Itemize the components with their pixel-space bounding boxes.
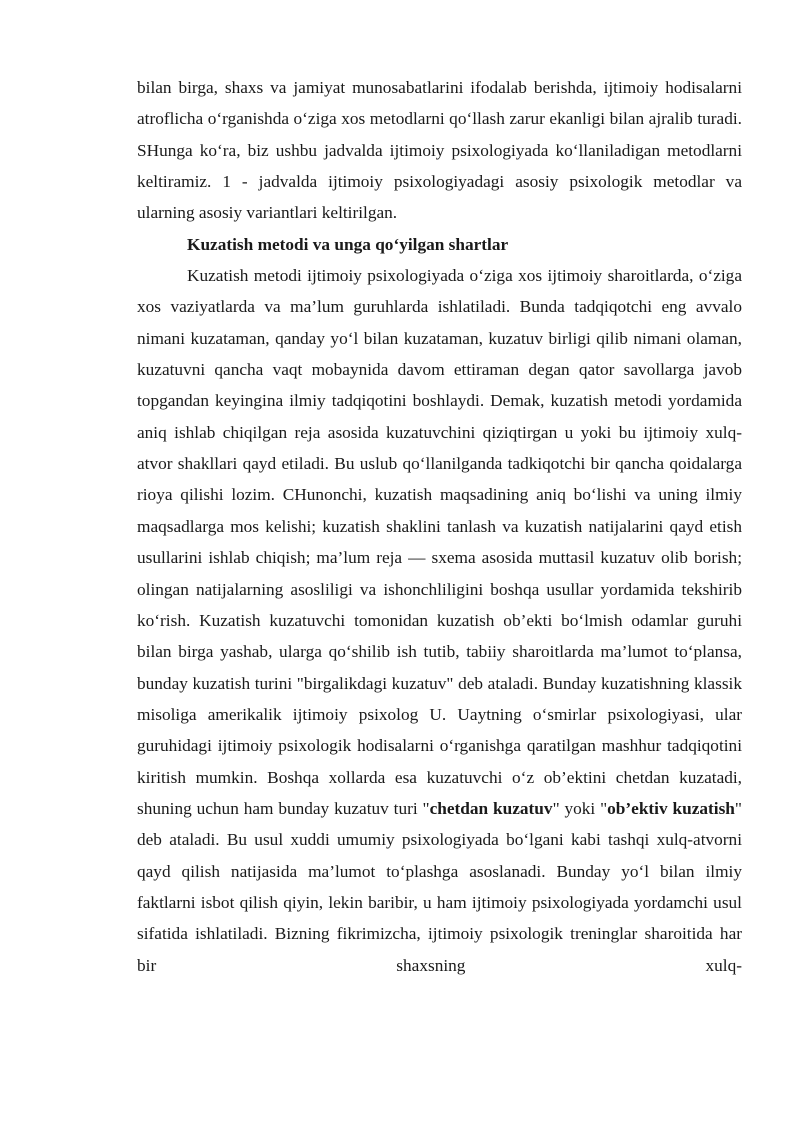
body-text-connector: " yoki " [552,798,608,818]
body-text-part-2: " deb ataladi. Bu usul xuddi umumiy psixologiyada bo‘lgani kabi tashqi xulq-atvorni qayd qilish natijasida ma’lumot to‘plashga asoslanadi. Bunday yo‘l bilan ilmiy faktlarni isbot qilish qiyin, lekin baribir, u ham ijtimoiy psixologiyada yordamchi usul sifatida ishlatiladi. Bizning fikrimizcha, ijtimoiy psixologik treninglar sharoitida har bir shaxsning xulq- [137,798,742,975]
intro-paragraph: bilan birga, shaxs va jamiyat munosabatlarini ifodalab berishda, ijtimoiy hodisalarni atroflicha o‘rganishda o‘ziga xos metodlarni qo‘llash zarur ekanligi bilan ajralib turadi. SHunga ko‘ra, biz ushbu jadvalda ijtimoiy psixologiyada ko‘llaniladigan metodlarni keltiramiz. 1 - jadvalda ijtimoiy psixologiyadagi asosiy psixologik metodlar va ularning asosiy variantlari keltirilgan. [137,78,742,223]
section-heading: Kuzatish metodi va unga qo‘yilgan shartlar [187,234,509,254]
document-body [137,72,742,981]
body-paragraph [137,260,742,981]
bold-term-obektiv-kuzatish: ob’ektiv kuzatish [607,798,735,818]
bold-term-chetdan-kuzatuv: chetdan kuzatuv [429,798,553,818]
body-text-part-1: Kuzatish metodi ijtimoiy psixologiyada o‘ziga xos ijtimoiy sharoitlarda, o‘ziga xos vaziyatlarda va ma’lum guruhlarda ishlatiladi. Bunda tadqiqotchi eng avvalo nimani kuzataman, qanday yo‘l bilan kuzataman, kuzatuv birligi qilib nimani olaman, kuzatuvni qancha vaqt mobaynida davom ettiraman degan qator savollarga javob topgandan keyingina ilmiy tadqiqotini boshlaydi. Demak, kuzatish metodi yordamida aniq ishlab chiqilgan reja asosida kuzatuvchini qiziqtirgan u yoki bu ijtimoiy xulq-atvor shakllari qayd etiladi. Bu uslub qo‘llanilganda tadkiqotchi bir qancha qoidalarga rioya qilishi lozim. CHunonchi, kuzatish maqsadining aniq bo‘lishi va uning ilmiy maqsadlarga mos kelishi; kuzatish shaklini tanlash va kuzatish natijalarini qayd etish usullarini ishlab chiqish; ma’lum reja — sxema asosida muttasil kuzatuv olib borish; olingan natijalarning asosliligi va ishonchliligini boshqa usullar yordamida tekshirib ko‘rish. Kuzatish kuzatuvchi tomonidan kuzatish ob’ekti bo‘lmish odamlar guruhi bilan birga yashab, ularga qo‘shilib ish tutib, tabiiy sharoitlarda ma’lumot to‘plansa, bunday kuzatish turini "birgalikdagi kuzatuv" deb ataladi. Bunday kuzatishning klassik misoliga amerikalik ijtimoiy psixolog U. Uaytning o‘smirlar psixologiyasi, ular guruhidagi ijtimoiy psixologik hodisalarni o‘rganishga qaratilgan mashhur tadqiqotini kiritish mumkin. Boshqa xollarda esa kuzatuvchi o‘z ob’ektini chetdan kuzatadi, shuning uchun ham bunday kuzatuv turi " [137,266,742,818]
